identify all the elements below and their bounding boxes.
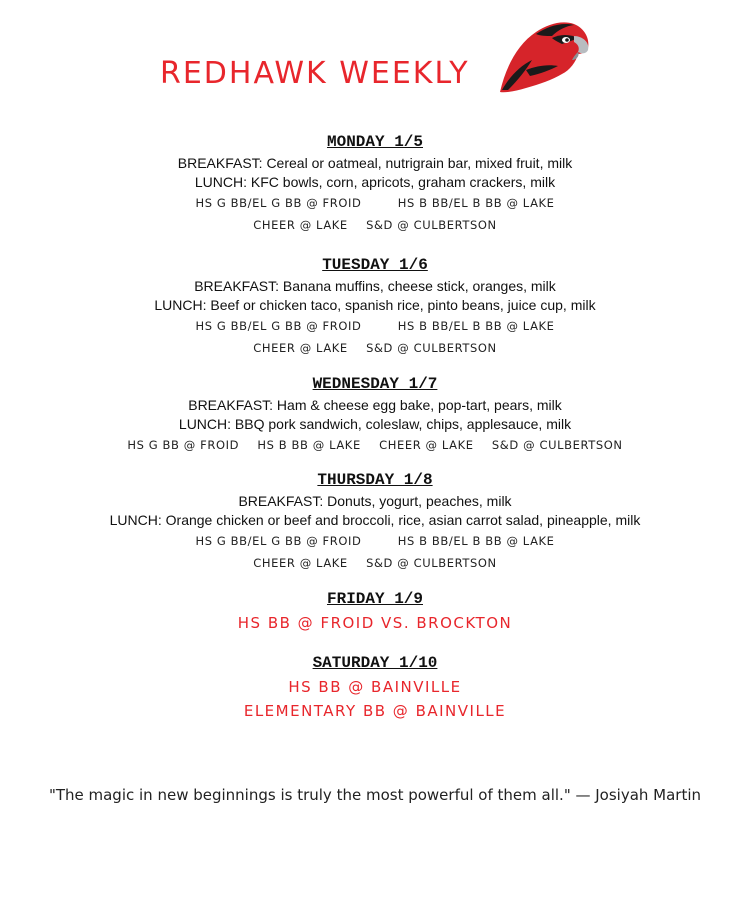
event-item: HS G BB/EL G BB @ FROID [195,319,362,333]
event-item: S&D @ CULBERTSON [366,341,497,355]
lunch-menu: LUNCH: BBQ pork sandwich, coleslaw, chips, applesauce, milk [178,416,572,432]
lunch-menu: LUNCH: KFC bowls, corn, apricots, graham crackers, milk [194,174,556,190]
event-item: S&D @ CULBERTSON [366,556,497,570]
event-item: HS G BB/EL G BB @ FROID [195,196,362,210]
day-heading: SATURDAY 1/10 [312,654,438,672]
breakfast-menu: BREAKFAST: Ham & cheese egg bake, pop-tart, pears, milk [188,397,562,413]
events-line [0,192,750,214]
event-item: S&D @ CULBERTSON [491,438,623,452]
lunch-menu: LUNCH: Orange chicken or beef and broccoli, rice, asian carrot salad, pineapple, milk [109,512,641,528]
day-tuesday [0,255,750,359]
events-line [0,530,750,552]
breakfast-menu: BREAKFAST: Cereal or oatmeal, nutrigrain bar, mixed fruit, milk [177,155,573,171]
day-monday [0,132,750,236]
closing-quote: "The magic in new beginnings is truly the most powerful of them all." — Josiyah Martin [48,786,702,804]
event-item: HS B BB @ LAKE [257,438,361,452]
day-wednesday [0,374,750,456]
event-item: CHEER @ LAKE [253,218,348,232]
page-title: REDHAWK WEEKLY [160,56,470,91]
lunch-menu: LUNCH: Beef or chicken taco, spanish rice, pinto beans, juice cup, milk [154,297,596,313]
day-heading: TUESDAY 1/6 [322,256,428,274]
redhawk-mascot-icon [496,14,592,94]
day-thursday [0,470,750,574]
event-item: HS G BB @ FROID [127,438,240,452]
event-item: CHEER @ LAKE [253,556,348,570]
day-heading: WEDNESDAY 1/7 [312,375,438,393]
day-heading: MONDAY 1/5 [326,133,423,151]
events-line [0,315,750,337]
event-item: CHEER @ LAKE [379,438,474,452]
breakfast-menu: BREAKFAST: Banana muffins, cheese stick, oranges, milk [194,278,556,294]
event-item: CHEER @ LAKE [253,341,348,355]
day-heading: THURSDAY 1/8 [317,471,433,489]
special-event: HS BB @ BAINVILLE [288,678,462,696]
day-saturday [0,653,750,723]
event-item: HS B BB/EL B BB @ LAKE [397,319,555,333]
events-line [0,552,750,574]
special-event: HS BB @ FROID VS. BROCKTON [237,614,513,632]
event-item: HS B BB/EL B BB @ LAKE [397,534,555,548]
breakfast-menu: BREAKFAST: Donuts, yogurt, peaches, milk [238,493,512,509]
day-friday [0,589,750,635]
events-line [0,434,750,456]
events-line [0,214,750,236]
day-heading: FRIDAY 1/9 [326,590,423,608]
event-item: HS G BB/EL G BB @ FROID [195,534,362,548]
events-line [0,337,750,359]
event-item: HS B BB/EL B BB @ LAKE [397,196,555,210]
special-event: ELEMENTARY BB @ BAINVILLE [243,702,507,720]
event-item: S&D @ CULBERTSON [366,218,497,232]
